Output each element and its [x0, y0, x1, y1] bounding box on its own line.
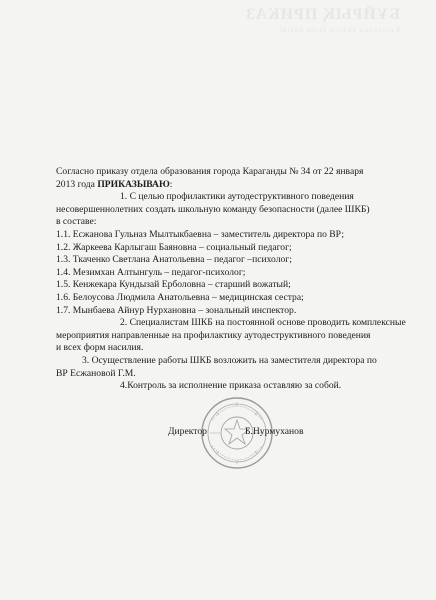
signature-name: Б.Нурмуханов	[244, 426, 304, 437]
bleed-line-2: Қарағанды қаласы білім бөлімі	[278, 26, 400, 34]
item-4-line: 4.Контроль за исполнение приказа оставляю за собой.	[120, 380, 342, 392]
member-item: 1.4. Мезимхан Алтынгуль – педагог-психолог;	[56, 266, 246, 278]
intro-colon: :	[169, 178, 173, 190]
member-item: 1.1. Есжанова Гульназ Мылтыкбаевна – заместитель директора по ВР;	[56, 228, 345, 240]
item-2-line-1: 2. Специалистам ШКБ на постоянной основе проводить комплексные	[120, 317, 406, 329]
member-item: 1.3. Ткаченко Светлана Анатольевна – педагог –психолог;	[56, 254, 292, 266]
order-body	[56, 166, 416, 393]
intro-date-text: 2013 года	[56, 178, 98, 190]
item-2-line-2: мероприятия направленные на профилактику аутодеструктивного поведения	[56, 329, 371, 341]
item-1-line-3: в составе:	[56, 216, 97, 228]
item-2-line-3: и всех форм насилия.	[56, 342, 144, 354]
member-item: 1.2. Жаркеева Карлыгаш Баяновна – социальный педагог;	[56, 241, 292, 253]
intro-line-1: Согласно приказу отдела образования города Караганды № 34 от 22 января	[56, 166, 364, 177]
signature-block	[168, 426, 303, 437]
item-1-line-2: несовершеннолетних создать школьную команду безопасности (далее ШКБ)	[56, 203, 370, 215]
order-keyword: ПРИКАЗЫВАЮ	[97, 178, 170, 190]
member-item: 1.5. Кенжекара Кундызай Ерболовна – старший вожатый;	[56, 279, 291, 291]
item-3-line-2: ВР Есжановой Г.М.	[56, 367, 136, 379]
item-3-line-1: 3. Осуществление работы ШКБ возложить на заместителя директора по	[82, 354, 377, 366]
item-1-line-1: 1. С целью профилактики аутодеструктивного поведения	[120, 191, 354, 203]
signature-role: Директор	[168, 426, 207, 437]
intro-line-2	[56, 179, 416, 192]
reverse-side-bleed-through	[40, 6, 400, 46]
member-item: 1.7. Мынбаева Айнур Нурхановна – зональный инспектор.	[56, 304, 297, 316]
bleed-line-1: БҰЙРЫҚ ПРИКАЗ	[245, 6, 400, 23]
member-item: 1.6. Белоусова Людмила Анатольевна – медицинская сестра;	[56, 291, 304, 303]
